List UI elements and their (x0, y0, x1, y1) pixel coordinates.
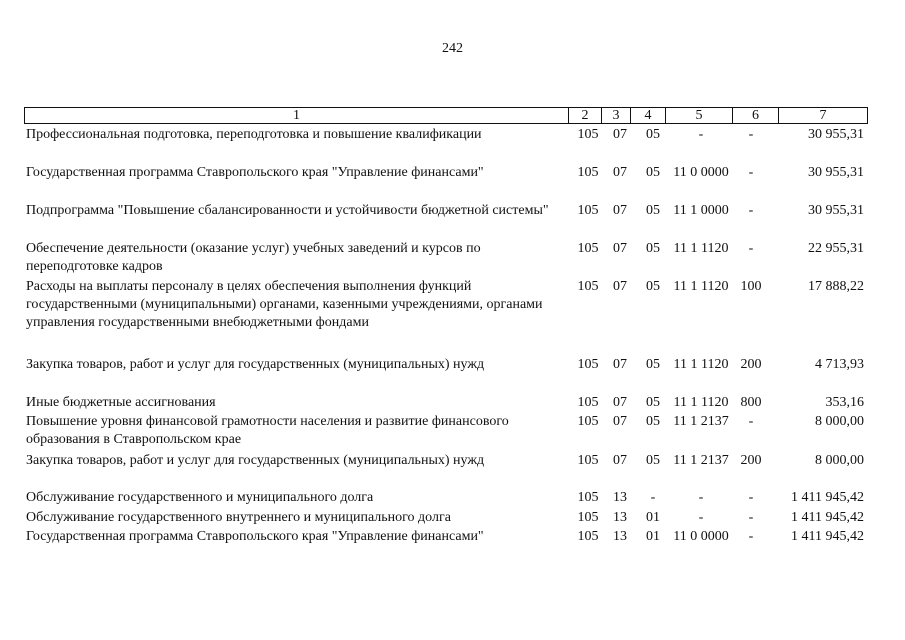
row-col-7: 30 955,31 (808, 165, 864, 180)
row-col-4: 05 (646, 395, 660, 410)
row-col-5: 11 1 2137 (673, 414, 729, 429)
row-col-4: 05 (646, 165, 660, 180)
row-col-7: 30 955,31 (808, 127, 864, 142)
header-col-7: 7 (778, 108, 867, 123)
row-name: Подпрограмма "Повышение сбалансированности и устойчивости бюджетной системы" (26, 203, 549, 218)
row-col-3: 07 (613, 127, 627, 142)
row-col-4: 05 (646, 453, 660, 468)
row-name: Обслуживание государственного внутреннего и муниципального долга (26, 510, 451, 525)
row-col-4: 05 (646, 241, 660, 256)
row-col-4: 05 (646, 357, 660, 372)
row-col-2: 105 (577, 279, 599, 294)
row-col-7: 30 955,31 (808, 203, 864, 218)
row-col-2: 105 (577, 395, 599, 410)
row-col-5: 11 0 0000 (673, 529, 729, 544)
row-col-3: 13 (613, 510, 627, 525)
row-col-4: 05 (646, 127, 660, 142)
header-col-4: 4 (630, 108, 665, 123)
row-col-5: 11 1 1120 (673, 357, 729, 372)
row-col-7: 1 411 945,42 (791, 490, 864, 505)
row-name: Государственная программа Ставропольского края "Управление финансами" (26, 165, 484, 180)
row-col-6: - (748, 127, 754, 142)
table-header (24, 107, 868, 124)
row-col-5: 11 0 0000 (673, 165, 729, 180)
row-col-5: 11 1 1120 (673, 279, 729, 294)
row-col-7: 353,16 (825, 395, 864, 410)
row-col-6: - (748, 510, 754, 525)
row-col-3: 07 (613, 414, 627, 429)
row-col-3: 07 (613, 165, 627, 180)
row-col-3: 13 (613, 490, 627, 505)
row-col-3: 07 (613, 357, 627, 372)
row-col-4: 05 (646, 414, 660, 429)
row-col-2: 105 (577, 510, 599, 525)
row-col-4: 01 (646, 529, 660, 544)
page-number: 242 (442, 41, 463, 56)
row-col-5: 11 1 1120 (673, 395, 729, 410)
row-col-3: 07 (613, 453, 627, 468)
row-col-6: 800 (740, 395, 762, 410)
row-col-3: 07 (613, 241, 627, 256)
row-col-6: - (748, 203, 754, 218)
row-name: Профессиональная подготовка, переподготовка и повышение квалификации (26, 127, 482, 142)
row-name: Иные бюджетные ассигнования (26, 395, 216, 410)
row-col-2: 105 (577, 453, 599, 468)
row-name: Государственная программа Ставропольского края "Управление финансами" (26, 529, 484, 544)
row-col-4: 05 (646, 279, 660, 294)
row-col-2: 105 (577, 414, 599, 429)
row-col-6: - (748, 490, 754, 505)
row-name: Повышение уровня финансовой грамотности населения и развитие финансового образования в Ставропольском крае (26, 414, 509, 447)
row-col-6: - (748, 165, 754, 180)
header-col-6: 6 (732, 108, 778, 123)
row-col-5: - (698, 510, 704, 525)
row-col-5: 11 1 2137 (673, 453, 729, 468)
row-name: Закупка товаров, работ и услуг для государственных (муниципальных) нужд (26, 453, 485, 468)
row-col-2: 105 (577, 241, 599, 256)
row-col-2: 105 (577, 357, 599, 372)
row-col-6: 200 (740, 357, 762, 372)
row-col-7: 8 000,00 (815, 414, 864, 429)
row-col-3: 07 (613, 279, 627, 294)
row-name: Обслуживание государственного и муниципального долга (26, 490, 374, 505)
row-col-2: 105 (577, 529, 599, 544)
row-col-3: 07 (613, 395, 627, 410)
row-col-3: 13 (613, 529, 627, 544)
header-col-2: 2 (568, 108, 601, 123)
row-col-7: 8 000,00 (815, 453, 864, 468)
row-name: Расходы на выплаты персоналу в целях обеспечения выполнения функций государственными (муниципальными) органами, казенными учреждениями, органами управления государственными внебюджетными фондами (26, 279, 543, 330)
row-col-6: - (748, 414, 754, 429)
row-col-4: 05 (646, 203, 660, 218)
row-col-4: 01 (646, 510, 660, 525)
row-col-2: 105 (577, 127, 599, 142)
row-col-7: 1 411 945,42 (791, 510, 864, 525)
row-col-6: - (748, 241, 754, 256)
row-name: Закупка товаров, работ и услуг для государственных (муниципальных) нужд (26, 357, 485, 372)
header-col-3: 3 (601, 108, 630, 123)
row-col-7: 22 955,31 (808, 241, 864, 256)
row-col-4: - (650, 490, 656, 505)
row-col-7: 1 411 945,42 (791, 529, 864, 544)
header-col-1: 1 (293, 108, 300, 123)
row-col-7: 4 713,93 (815, 357, 864, 372)
header-col-5: 5 (665, 108, 732, 123)
row-col-5: - (698, 127, 704, 142)
row-col-6: - (748, 529, 754, 544)
row-col-2: 105 (577, 165, 599, 180)
row-col-2: 105 (577, 490, 599, 505)
row-col-6: 200 (740, 453, 762, 468)
row-col-6: 100 (740, 279, 762, 294)
row-col-7: 17 888,22 (808, 279, 864, 294)
row-col-2: 105 (577, 203, 599, 218)
row-col-5: 11 1 0000 (673, 203, 729, 218)
row-col-3: 07 (613, 203, 627, 218)
row-name: Обеспечение деятельности (оказание услуг) учебных заведений и курсов по переподготовке кадров (26, 241, 481, 274)
row-col-5: - (698, 490, 704, 505)
row-col-5: 11 1 1120 (673, 241, 729, 256)
